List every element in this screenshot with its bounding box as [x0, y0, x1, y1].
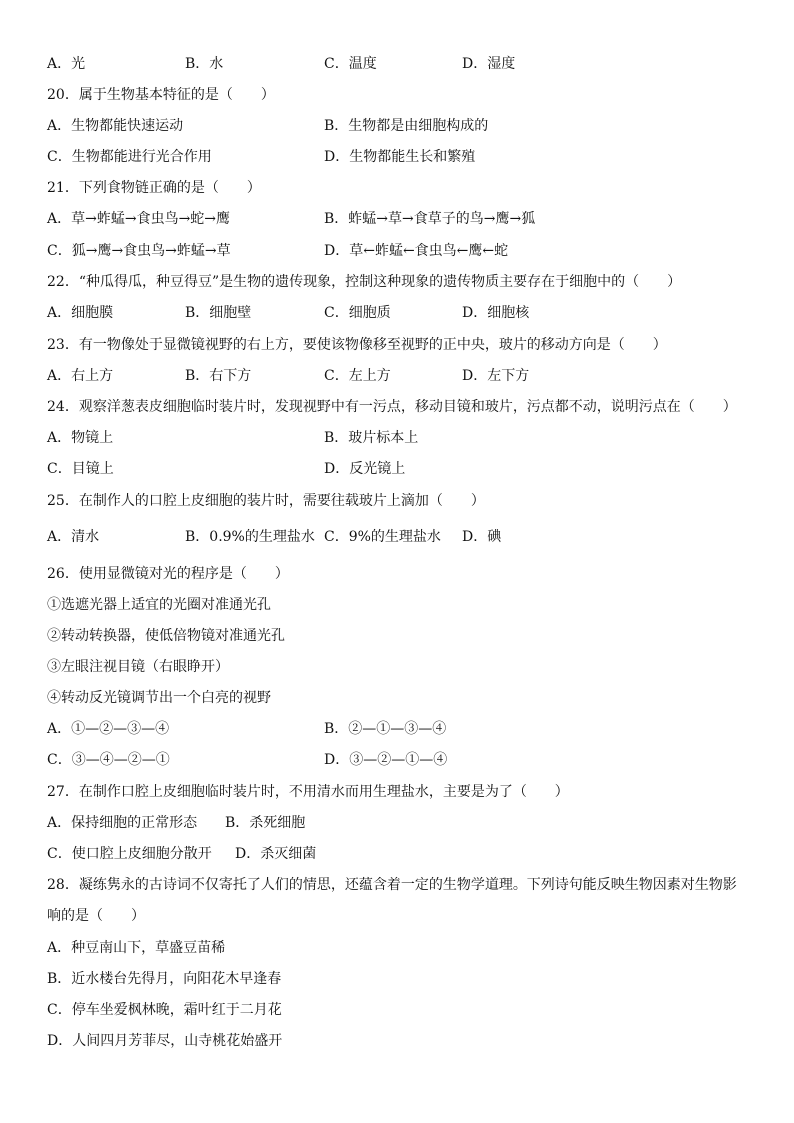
q26-step-4: ④转动反光镜调节出一个白亮的视野 [47, 690, 271, 706]
q22-stem: 22．“种瓜得瓜，种豆得豆”是生物的遗传现象，控制这种现象的遗传物质主要存在于细胞中的（ ） [47, 274, 682, 290]
q21-option-b[interactable]: B．蚱蜢→草→食草子的鸟→鹰→狐 [324, 211, 536, 227]
q24-stem: 24．观察洋葱表皮细胞临时装片时，发现视野中有一污点，移动目镜和玻片，污点都不动，说明污点在（ ） [47, 399, 737, 415]
q19-option-c[interactable]: C．温度 [324, 56, 377, 72]
q20-option-d[interactable]: D．生物都能生长和繁殖 [324, 149, 476, 165]
q19-option-d[interactable]: D．湿度 [462, 56, 516, 72]
q20-option-b[interactable]: B．生物都是由细胞构成的 [324, 118, 489, 134]
q25-option-c[interactable]: C．9%的生理盐水 [324, 529, 441, 545]
q24-option-b[interactable]: B．玻片标本上 [324, 430, 419, 446]
q23-option-d[interactable]: D．左下方 [462, 368, 530, 384]
q27-option-c[interactable]: C．使口腔上皮细胞分散开 [47, 846, 212, 862]
q26-option-b[interactable]: B．②—①—③—④ [324, 721, 447, 737]
q27-stem: 27．在制作口腔上皮细胞临时装片时，不用清水而用生理盐水，主要是为了（ ） [47, 784, 569, 800]
q25-option-d[interactable]: D．碘 [462, 529, 502, 545]
q26-step-2: ②转动转换器，使低倍物镜对准通光孔 [47, 628, 285, 644]
q19-option-a[interactable]: A．光 [47, 56, 86, 72]
q20-stem: 20．属于生物基本特征的是（ ） [47, 87, 275, 103]
q24-option-a[interactable]: A．物镜上 [47, 430, 114, 446]
q26-stem: 26．使用显微镜对光的程序是（ ） [47, 566, 289, 582]
q22-option-a[interactable]: A．细胞膜 [47, 305, 114, 321]
q21-option-d[interactable]: D．草←蚱蜢←食虫鸟←鹰←蛇 [324, 243, 509, 259]
q28-option-b[interactable]: B．近水楼台先得月，向阳花木早逢春 [47, 971, 282, 987]
q26-option-d[interactable]: D．③—②—①—④ [324, 752, 448, 768]
q28-stem: 28．凝练隽永的古诗词不仅寄托了人们的情思，还蕴含着一定的生物学道理。下列诗句能反映生物因素对生物影响的是（ ） [47, 877, 737, 924]
q25-stem: 25．在制作人的口腔上皮细胞的装片时，需要往载玻片上滴加（ ） [47, 493, 485, 509]
q27-option-d[interactable]: D．杀灭细菌 [235, 846, 317, 862]
q22-option-c[interactable]: C．细胞质 [324, 305, 391, 321]
q23-option-b[interactable]: B．右下方 [185, 368, 252, 384]
q26-step-3: ③左眼注视目镜（右眼睁开） [47, 659, 229, 675]
q26-option-c[interactable]: C．③—④—②—① [47, 752, 170, 768]
q27-option-a[interactable]: A．保持细胞的正常形态 [47, 815, 198, 831]
q25-option-a[interactable]: A．清水 [47, 529, 100, 545]
q23-option-a[interactable]: A．右上方 [47, 368, 114, 384]
q25-option-b[interactable]: B．0.9%的生理盐水 [185, 529, 315, 545]
q23-stem: 23．有一物像处于显微镜视野的右上方，要使该物像移至视野的正中央，玻片的移动方向是（ ） [47, 337, 667, 353]
q23-option-c[interactable]: C．左上方 [324, 368, 391, 384]
q27-option-b[interactable]: B．杀死细胞 [225, 815, 306, 831]
q21-option-a[interactable]: A．草→蚱蜢→食虫鸟→蛇→鹰 [47, 211, 231, 227]
q21-option-c[interactable]: C．狐→鹰→食虫鸟→蚱蜢→草 [47, 243, 231, 259]
q26-step-1: ①选遮光器上适宜的光圈对准通光孔 [47, 597, 271, 613]
q26-option-a[interactable]: A．①—②—③—④ [47, 721, 170, 737]
q20-option-a[interactable]: A．生物都能快速运动 [47, 118, 184, 134]
q21-stem: 21．下列食物链正确的是（ ） [47, 180, 261, 196]
q28-option-c[interactable]: C．停车坐爱枫林晚，霜叶红于二月花 [47, 1002, 282, 1018]
q24-option-d[interactable]: D．反光镜上 [324, 461, 406, 477]
q19-option-b[interactable]: B．水 [185, 56, 224, 72]
q28-option-a[interactable]: A．种豆南山下，草盛豆苗稀 [47, 940, 226, 956]
q28-option-d[interactable]: D．人间四月芳菲尽，山寺桃花始盛开 [47, 1033, 283, 1049]
q22-option-b[interactable]: B．细胞壁 [185, 305, 252, 321]
q24-option-c[interactable]: C．目镜上 [47, 461, 114, 477]
q20-option-c[interactable]: C．生物都能进行光合作用 [47, 149, 212, 165]
q22-option-d[interactable]: D．细胞核 [462, 305, 530, 321]
